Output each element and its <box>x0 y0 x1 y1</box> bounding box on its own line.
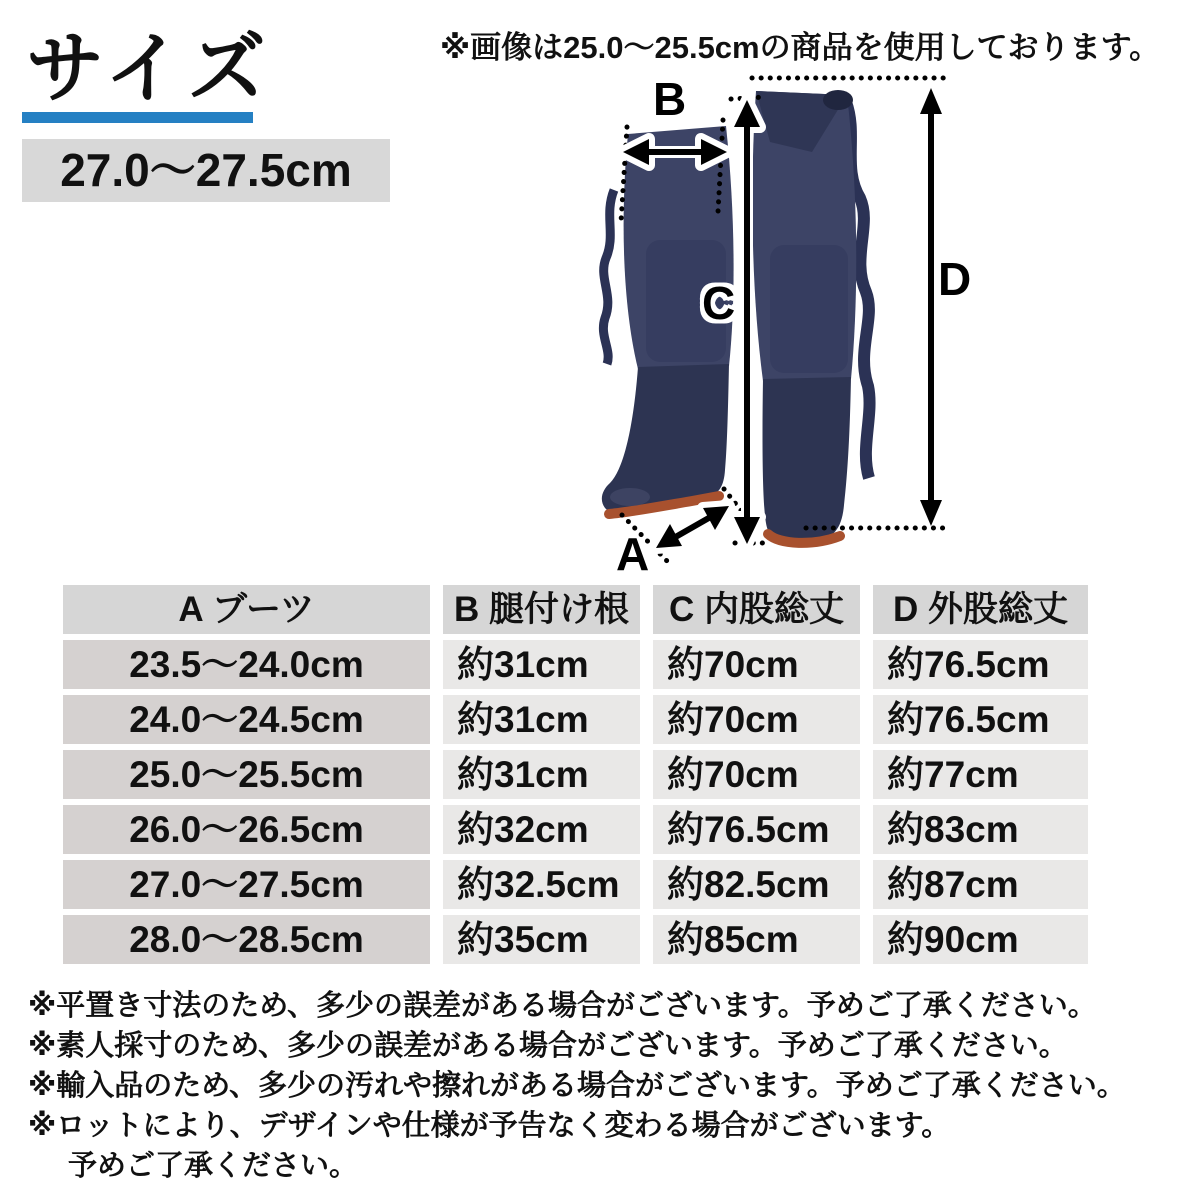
table-cell-outseam: 約77cm <box>873 750 1088 799</box>
measure-arrow-a <box>656 506 729 548</box>
table-cell-boot: 25.0〜25.5cm <box>63 750 430 799</box>
measure-label-a: A <box>616 528 650 580</box>
table-cell-thigh: 約31cm <box>443 695 640 744</box>
table-cell-inseam: 約70cm <box>653 640 860 689</box>
left-wader-strap <box>603 190 614 364</box>
measure-arrow-d <box>920 88 942 526</box>
note-flat-measure: ※平置き寸法のため、多少の誤差がある場合がございます。予めご了承ください。 <box>28 990 1097 1022</box>
table-header-outseam: D 外股総丈 <box>873 585 1088 634</box>
drawstring-knot <box>823 90 853 110</box>
measure-label-c: C <box>702 277 736 329</box>
table-cell-inseam: 約70cm <box>653 695 860 744</box>
right-wader <box>752 90 869 543</box>
table-cell-boot: 24.0〜24.5cm <box>63 695 430 744</box>
table-header-boot: A ブーツ <box>63 585 430 634</box>
table-cell-thigh: 約32cm <box>443 805 640 854</box>
selected-size-badge: 27.0〜27.5cm <box>22 139 390 202</box>
table-header-thigh: B 腿付け根 <box>443 585 640 634</box>
table-cell-outseam: 約90cm <box>873 915 1088 964</box>
table-cell-inseam: 約82.5cm <box>653 860 860 909</box>
right-knee-pad <box>770 245 848 373</box>
table-cell-boot: 26.0〜26.5cm <box>63 805 430 854</box>
table-cell-outseam: 約83cm <box>873 805 1088 854</box>
table-cell-boot: 28.0〜28.5cm <box>63 915 430 964</box>
table-cell-outseam: 約76.5cm <box>873 695 1088 744</box>
note-lot: ※ロットにより、デザインや仕様が予告なく変わる場合がございます。 <box>28 1110 951 1142</box>
note-import: ※輸入品のため、多少の汚れや擦れがある場合がございます。予めご了承ください。 <box>28 1070 1126 1102</box>
table-header-inseam: C 内股総丈 <box>653 585 860 634</box>
right-boot <box>763 377 851 542</box>
left-toe-highlight <box>610 488 650 506</box>
disclaimer-notes <box>28 986 1178 1186</box>
table-cell-thigh: 約31cm <box>443 640 640 689</box>
measure-label-b: B <box>653 73 687 125</box>
table-cell-boot: 23.5〜24.0cm <box>63 640 430 689</box>
table-cell-inseam: 約85cm <box>653 915 860 964</box>
table-cell-boot: 27.0〜27.5cm <box>63 860 430 909</box>
note-amateur: ※素人採寸のため、多少の誤差がある場合がございます。予めご了承ください。 <box>28 1030 1068 1062</box>
table-cell-thigh: 約31cm <box>443 750 640 799</box>
size-table <box>63 585 1088 964</box>
table-cell-inseam: 約76.5cm <box>653 805 860 854</box>
table-cell-thigh: 約32.5cm <box>443 860 640 909</box>
photo-usage-note: ※画像は25.0〜25.5cmの商品を使用しております。 <box>440 30 1161 65</box>
table-cell-thigh: 約35cm <box>443 915 640 964</box>
table-cell-inseam: 約70cm <box>653 750 860 799</box>
table-cell-outseam: 約76.5cm <box>873 640 1088 689</box>
page-title: サイズ <box>26 24 272 112</box>
note-lot-continuation: 予めご了承ください。 <box>68 1150 359 1182</box>
table-cell-outseam: 約87cm <box>873 860 1088 909</box>
measure-label-d: D <box>938 253 972 305</box>
